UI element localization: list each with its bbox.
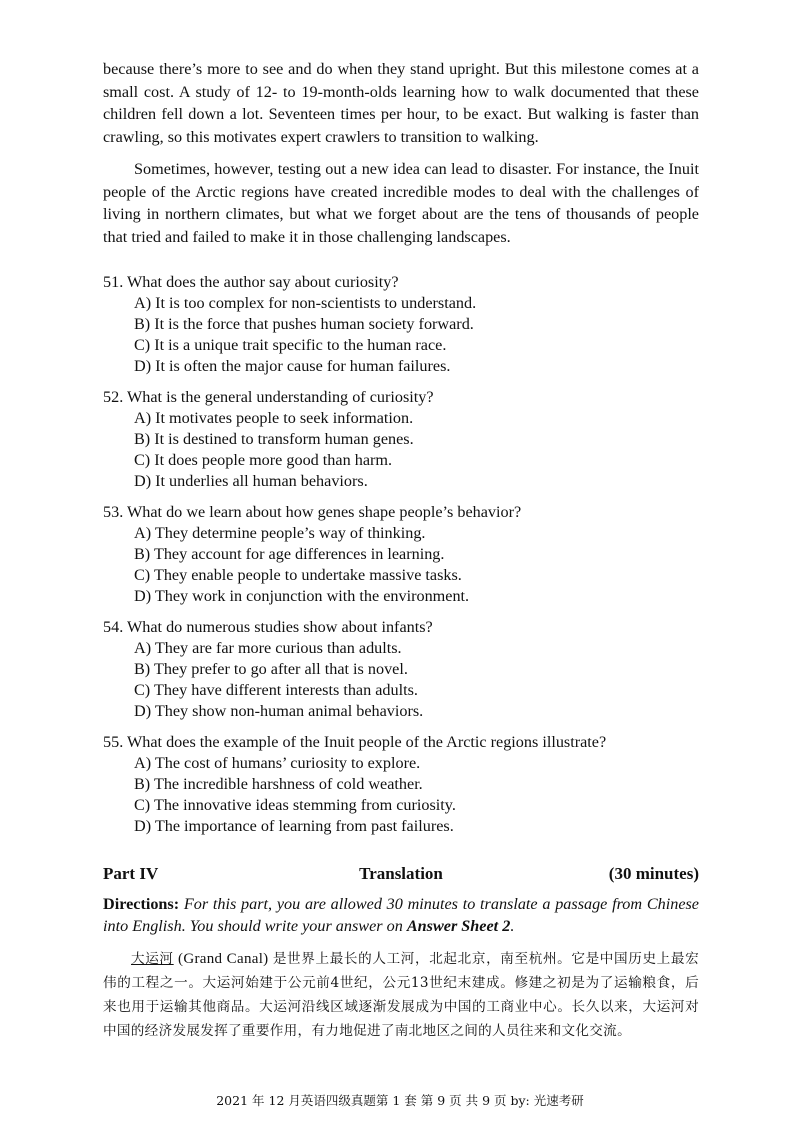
directions-label: Directions:: [103, 895, 180, 913]
directions-end: .: [510, 917, 515, 935]
question-55: [103, 732, 699, 837]
option-d: D) They work in conjunction with the environment.: [134, 587, 470, 605]
exam-page: [103, 58, 699, 1043]
passage-paragraph: Sometimes, however, testing out a new idea can lead to disaster. For instance, the Inuit people of the Arctic regions have created incredible modes to deal with the challenges of living in northern climates, but what we forget about are the tens of thousands of people that tried and failed to make it in those challenging landscapes.: [103, 160, 699, 246]
question-53: [103, 502, 699, 607]
option-d: D) It underlies all human behaviors.: [134, 472, 368, 490]
option-a: A) They determine people’s way of thinking.: [134, 524, 426, 542]
option-d: D) They show non-human animal behaviors.: [134, 702, 424, 720]
option-a: A) The cost of humans’ curiosity to explore.: [134, 754, 421, 772]
translation-body: 是世界上最长的人工河，北起北京，南至杭州。它是中国历史上最宏伟的工程之一。大运河始建于公元前4世纪，公元13世纪末建成。修建之初是为了运输粮食，后来也用于运输其他商品。大运河沿线区域逐渐发展成为中国的工商业中心。长久以来，大运河对中国的经济发展发挥了重要作用，有力地促进了南北地区之间的人员往来和文化交流。: [103, 951, 700, 1039]
directions-text: For this part, you are allowed 30 minutes to translate a passage from Chinese into English. You should write your answer on: [103, 895, 699, 935]
question-list: [103, 272, 699, 837]
question-52: [103, 387, 699, 492]
question-stem: 54. What do numerous studies show about infants?: [103, 618, 433, 636]
option-d: D) The importance of learning from past failures.: [134, 817, 454, 835]
option-c: C) It is a unique trait specific to the human race.: [134, 336, 447, 354]
passage-paragraph: because there’s more to see and do when they stand upright. But this milestone comes at a small cost. A study of 12- to 19-month-olds learning how to walk documented that these children fell down a lot. Seventeen times per hour, to be exact. But walking is faster than crawling, so this motivates expert crawlers to transition to walking.: [103, 60, 699, 146]
option-b: B) The incredible harshness of cold weather.: [134, 775, 423, 793]
question-51: [103, 272, 699, 377]
question-stem: 53. What do we learn about how genes shape people’s behavior?: [103, 503, 522, 521]
option-d: D) It is often the major cause for human failures.: [134, 357, 451, 375]
option-c: C) They have different interests than adults.: [134, 681, 418, 699]
answer-sheet-ref: Answer Sheet 2: [406, 917, 511, 935]
option-b: B) They account for age differences in learning.: [134, 545, 445, 563]
question-54: [103, 617, 699, 722]
translation-term-english: (Grand Canal): [173, 951, 273, 967]
question-stem: 52. What is the general understanding of curiosity?: [103, 388, 434, 406]
option-c: C) They enable people to undertake massive tasks.: [134, 566, 462, 584]
question-stem: 51. What does the author say about curiosity?: [103, 273, 399, 291]
option-a: A) It motivates people to seek information.: [134, 409, 414, 427]
option-a: A) It is too complex for non-scientists to understand.: [134, 294, 477, 312]
question-stem: 55. What does the example of the Inuit people of the Arctic regions illustrate?: [103, 733, 607, 751]
translation-passage: [103, 947, 699, 1043]
option-b: B) They prefer to go after all that is novel.: [134, 660, 408, 678]
option-c: C) The innovative ideas stemming from curiosity.: [134, 796, 456, 814]
part-header: [103, 863, 699, 885]
part-time: (30 minutes): [608, 864, 699, 883]
option-c: C) It does people more good than harm.: [134, 451, 393, 469]
part-title: Translation: [359, 864, 443, 883]
option-a: A) They are far more curious than adults.: [134, 639, 402, 657]
option-b: B) It is the force that pushes human society forward.: [134, 315, 474, 333]
option-b: B) It is destined to transform human genes.: [134, 430, 414, 448]
directions: [103, 893, 699, 937]
translation-term: 大运河: [131, 951, 174, 967]
part-number: Part IV: [103, 864, 159, 883]
page-footer: 2021 年 12 月英语四级真题第 1 套 第 9 页 共 9 页 by: 光速考研: [216, 1093, 584, 1108]
